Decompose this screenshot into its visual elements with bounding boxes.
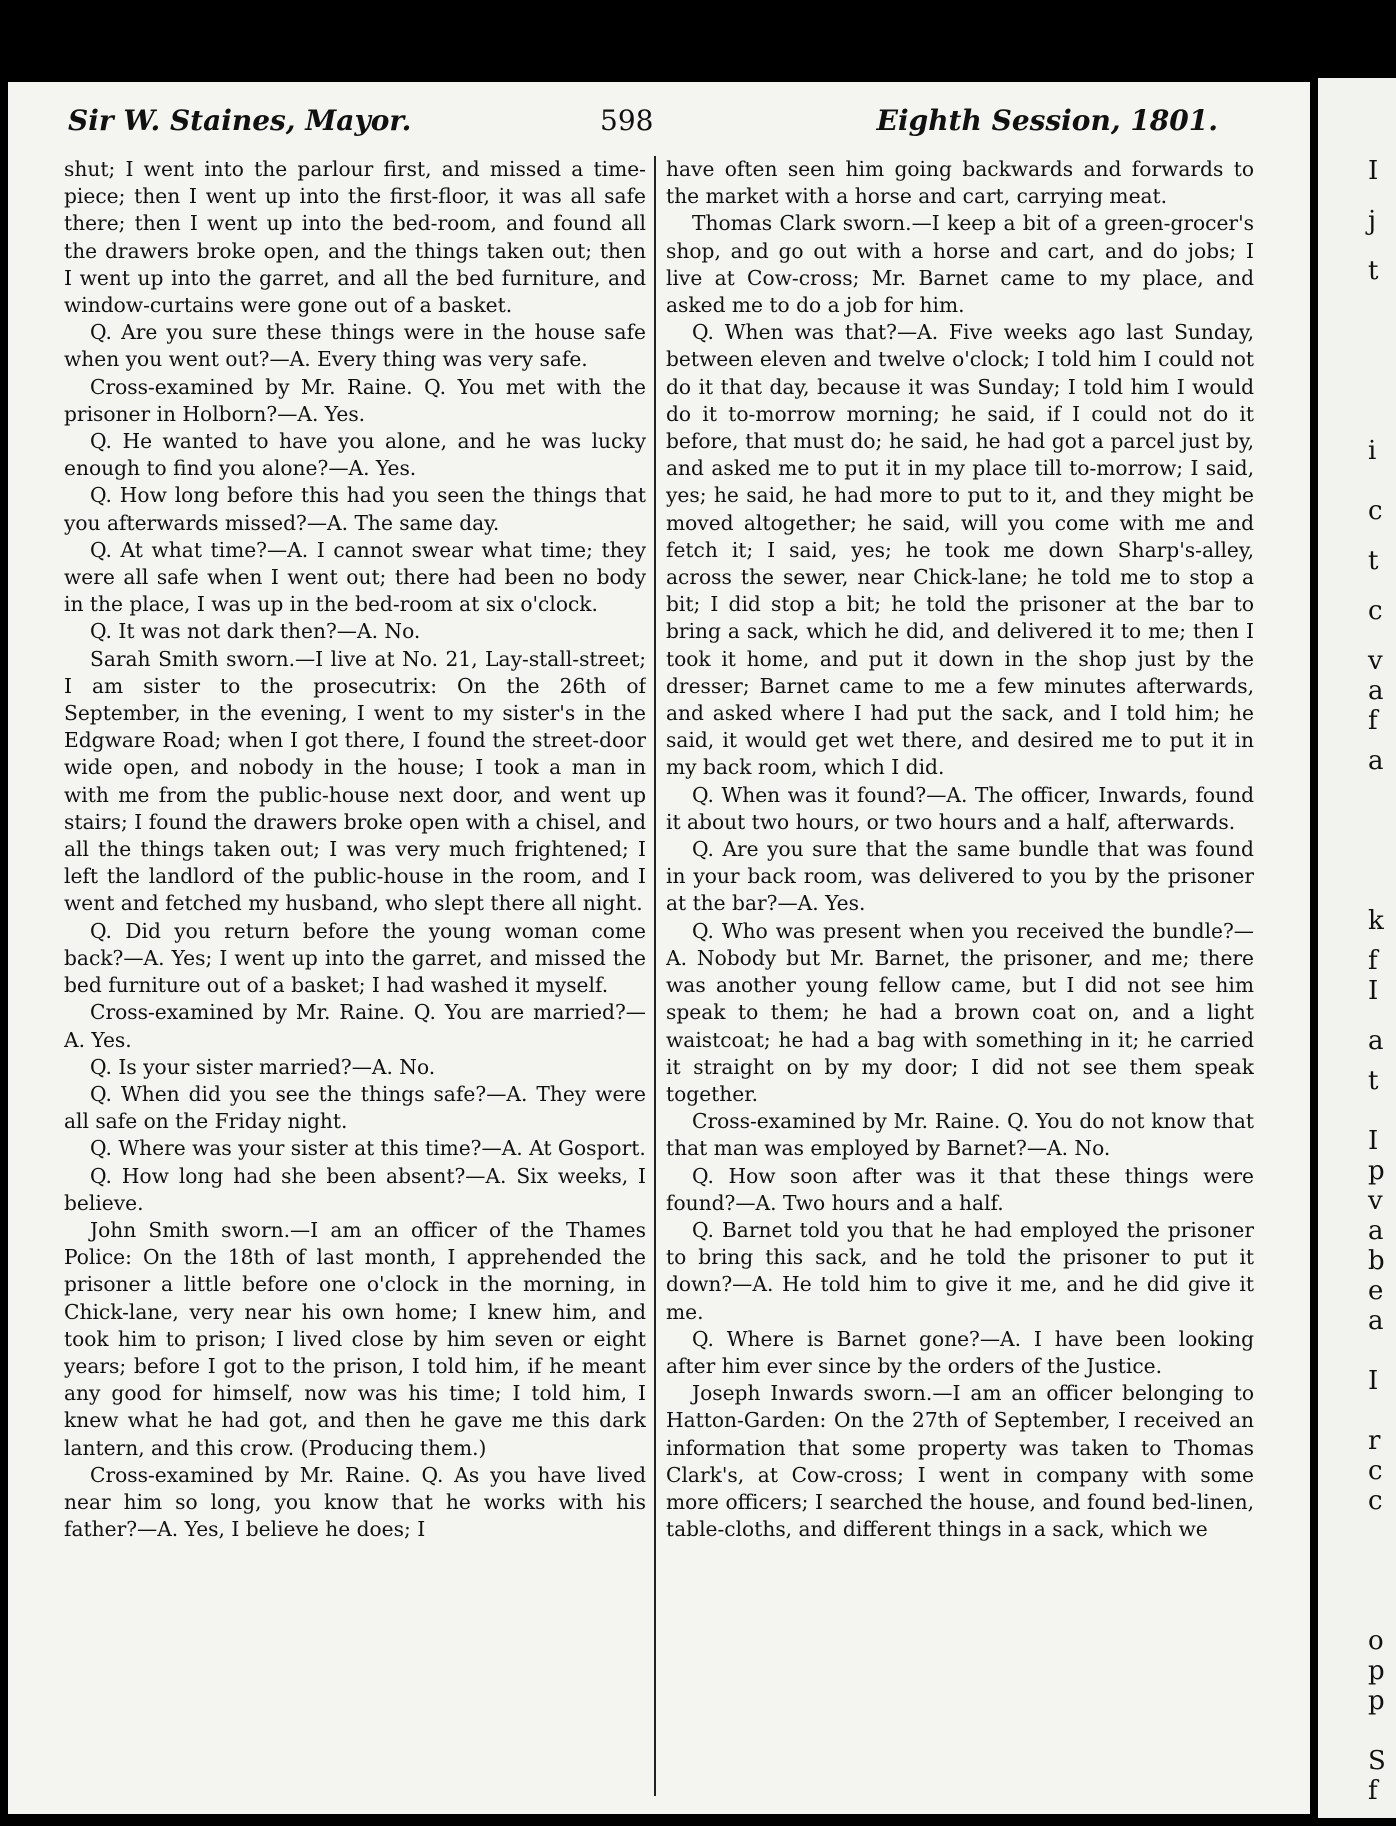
text-fragment: v [1368,1186,1383,1216]
page-header [68,104,1218,154]
paragraph: Q. Are you sure these things were in the house safe when you went out?—A. Every thing was very safe. [64,320,646,372]
text-fragment: r [1368,1426,1381,1456]
paragraph: John Smith sworn.—I am an officer of the Thames Police: On the 18th of last month, I apprehended the prisoner a little before one o'clock in the morning, in Chick-lane, very near his own home; I knew him, and took him to prison; I lived close by him seven or eight years; before I got to the prison, I told him, if he meant any good for himself, now was his time; I told him, I knew what he had got, and then he gave me this dark lantern, and this crow. (Producing them.) [64,1217,646,1460]
text-fragment: a [1368,1026,1384,1056]
text-fragment: o [1368,1626,1384,1656]
paragraph: Q. How long had she been absent?—A. Six weeks, I believe. [64,1163,646,1215]
paragraph: Q. Are you sure that the same bundle that was found in your back room, was delivered to you by the prisoner at the bar?—A. Yes. [666,837,1254,916]
text-fragment: c [1368,1456,1383,1486]
paragraph: Q. At what time?—A. I cannot swear what time; they were all safe when I went out; there had been no body in the place, I was up in the bed-room at six o'clock. [64,537,646,617]
text-fragment: b [1368,1246,1385,1276]
paragraph: Q. It was not dark then?—A. No. [90,619,421,644]
text-fragment: I [1368,976,1379,1006]
page-number: 598 [600,104,654,137]
adjacent-page-edge [1318,78,1396,1818]
text-fragment: t [1368,1066,1379,1096]
text-fragment: a [1368,1216,1384,1246]
paragraph: Q. How soon after was it that these things were found?—A. Two hours and a half. [666,1163,1254,1215]
paragraph: Q. When was it found?—A. The officer, Inwards, found it about two hours, or two hours and a half, afterwards. [666,782,1254,834]
text-fragment: v [1368,646,1383,676]
text-fragment: c [1368,1486,1383,1516]
text-fragment: a [1368,746,1384,776]
paragraph: Sarah Smith sworn.—I live at No. 21, Lay-stall-street; I am sister to the prosecutrix: On the 26th of September, in the evening, I went to my sister's in the Edgware Road; when I got there, I found the street-door wide open, and nobody in the house; I took a man in with me from the public-house next door, and went up stairs; I found the drawers broke open with a chisel, and all the things taken out; I was very much frightened; I left the landlord of the public-house in the room, and I went and fetched my husband, who slept there all night. [64,646,646,916]
text-fragment: a [1368,676,1384,706]
text-fragment: a [1368,1306,1384,1336]
paragraph: Joseph Inwards sworn.—I am an officer belonging to Hatton-Garden: On the 27th of September, I received an information that some property was taken to Thomas Clark's, at Cow-cross; I went in company with some more officers; I searched the house, and found bed-linen, table-cloths, and different things in a sack, which we [666,1381,1254,1542]
header-right: Eighth Session, 1801. [876,104,1218,137]
document-page [8,82,1310,1814]
paragraph: have often seen him going backwards and forwards to the market with a horse and cart, carrying meat. [666,157,1254,209]
paragraph: Q. Where is Barnet gone?—A. I have been looking after him ever since by the orders of the Justice. [666,1326,1254,1378]
paragraph: Q. When was that?—A. Five weeks ago last Sunday, between eleven and twelve o'clock; I told him I could not do it that day, because it was Sunday; I told him I would do it to-morrow morning; he said, if I could not do it before, that must do; he said, he had got a parcel just by, and asked me to put it in my place till to-morrow; I said, yes; he said, he had more to put to it, and they might be moved altogether; he said, will you come with me and fetch it; I said, yes; he took me down Sharp's-alley, across the sewer, near Chick-lane; he told me to stop a bit; I did stop a bit; he told the prisoner at the bar to bring a sack, which he did, and delivered it to me; then I took it home, and put it down in the shop just by the dresser; Barnet came to me a few minutes afterwards, and asked where I had put the sack, and I told him; he said, it would get wet there, and desired me to put it in my back room, which I did. [666,320,1254,780]
text-fragment: f [1368,706,1378,736]
header-left: Sir W. Staines, Mayor. [68,104,412,137]
text-fragment: c [1368,496,1383,526]
paragraph: Q. How long before this had you seen the things that you afterwards missed?—A. The same day. [64,483,646,535]
paragraph: Q. When did you see the things safe?—A. They were all safe on the Friday night. [64,1081,646,1134]
text-fragment: I [1368,1366,1379,1396]
text-fragment: t [1368,546,1379,576]
paragraph: Q. Barnet told you that he had employed the prisoner to bring this sack, and he told the prisoner to put it down?—A. He told him to give it me, and he did give it me. [666,1217,1254,1324]
text-fragment: k [1368,906,1384,936]
paragraph: Thomas Clark sworn.—I keep a bit of a green-grocer's shop, and go out with a horse and cart, and do jobs; I live at Cow-cross; Mr. Barnet came to my place, and asked me to do a job for him. [666,211,1254,318]
text-fragment: I [1368,156,1379,186]
text-fragment: e [1368,1276,1384,1306]
text-fragment: f [1368,946,1378,976]
paragraph: Cross-examined by Mr. Raine. Q. You do not know that that man was employed by Barnet?—A. No. [666,1109,1254,1161]
text-fragment: S [1368,1746,1386,1776]
text-fragment: p [1368,1156,1385,1186]
paragraph: Q. Did you return before the young woman come back?—A. Yes; I went up into the garret, and missed the bed furniture out of a basket; I had washed it myself. [64,918,646,998]
text-fragment: p [1368,1686,1385,1716]
paragraph: shut; I went into the parlour first, and missed a time-piece; then I went up into the first-floor, it was all safe there; then I went up into the bed-room, and found all the drawers broke open, and the things taken out; then I went up into the garret, and all the bed furniture, and window-curtains were gone out of a basket. [64,157,646,318]
text-fragment: t [1368,256,1379,286]
text-fragment: j [1368,206,1377,236]
text-fragment: f [1368,1776,1378,1806]
text-fragment: p [1368,1656,1385,1686]
paragraph: Q. Is your sister married?—A. No. [90,1054,436,1079]
right-column [666,156,1254,1806]
paragraph: Q. He wanted to have you alone, and he was lucky enough to find you alone?—A. Yes. [64,429,646,481]
left-column [64,156,646,1806]
paragraph: Q. Who was present when you received the bundle?—A. Nobody but Mr. Barnet, the prisoner, and me; there was another young fellow came, but I did not see him speak to them; he had a brown coat on, and a light waistcoat; he had a bag with something in it; he carried it straight on by my door; I did not see them speak together. [666,918,1254,1106]
text-fragment: i [1368,436,1377,466]
column-divider [654,156,656,1796]
text-fragment: I [1368,1126,1379,1156]
text-fragment: c [1368,596,1383,626]
paragraph: Cross-examined by Mr. Raine. Q. You met with the prisoner in Holborn?—A. Yes. [64,374,646,426]
paragraph: Cross-examined by Mr. Raine. Q. As you have lived near him so long, you know that he works with his father?—A. Yes, I believe he does; I [64,1462,646,1542]
paragraph: Q. Where was your sister at this time?—A. At Gosport. [90,1136,646,1161]
paragraph: Cross-examined by Mr. Raine. Q. You are married?—A. Yes. [64,1000,646,1052]
